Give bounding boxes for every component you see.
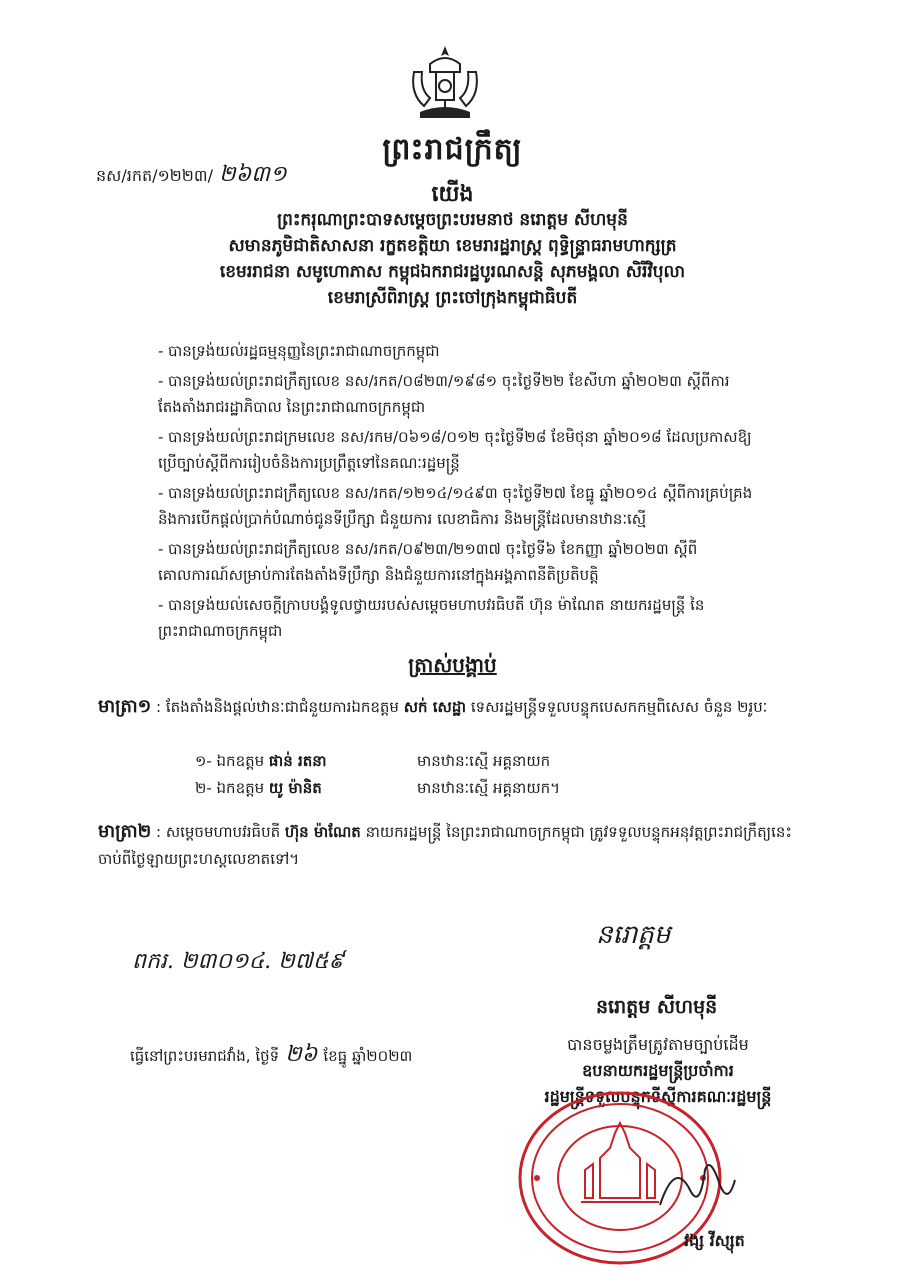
article-2-text-after: នាយករដ្ឋមន្ត្រី នៃព្រះរាជាណាចក្រកម្ពុជា ត្រូវទទួលបន្ទុកអនុវត្តព្រះរាជក្រឹត្យនេះ ចាប់ពីថ្ងៃឡាយព្រះហស្តលេខាតទៅ។ bbox=[98, 823, 792, 868]
consideration-item: - បានទ្រង់យល់ព្រះរាជក្រឹត្យលេខ នស/រកត/១២១៤/១៤៩៣ ចុះថ្ងៃទី២៧ ខែធ្នូ ឆ្នាំ២០១៤ ស្តីពីការគ្រប់គ្រងនិងការបើកផ្តល់ប្រាក់បំណាច់ជូនទីប្រឹក្សា ជំនួយការ លេខាធិការ និងមន្ត្រីដែលមានឋានៈស្មើ bbox=[158, 484, 753, 528]
place-date-line bbox=[130, 1040, 412, 1072]
member-row bbox=[195, 752, 560, 779]
article-1-label: មាត្រា១ bbox=[98, 696, 152, 717]
minister-signature-icon bbox=[650, 1150, 740, 1220]
article-1-name: សក់ សេដ្ឋា bbox=[403, 698, 467, 716]
article-1 bbox=[98, 693, 798, 721]
member-rank: មានឋានៈស្មើ អគ្គនាយក bbox=[417, 752, 551, 770]
king-name: នរោត្តម សីហមុនី bbox=[596, 996, 718, 1018]
king-title-line: ខេមរាស្រីពិរាស្ត្រ ព្រះចៅក្រុងកម្ពុជាធិបតី bbox=[327, 288, 578, 308]
attest-line: បានចម្លងត្រឹមត្រូវតាមច្បាប់ដើម bbox=[567, 1035, 749, 1054]
royal-coat-of-arms-icon bbox=[400, 42, 490, 122]
member-row bbox=[195, 779, 560, 806]
consideration-item: - បានទ្រង់យល់ព្រះរាជក្រឹត្យលេខ នស/រកត/០៨២៣/១៩៨១ ចុះថ្ងៃទី២២ ខែសីហា ឆ្នាំ២០២៣ ស្តីពីការតែងតាំងរាជរដ្ឋាភិបាល នៃព្រះរាជាណាចក្រកម្ពុជា bbox=[158, 372, 730, 416]
consideration-item: - បានទ្រង់យល់រដ្ឋធម្មនុញ្ញនៃព្រះរាជាណាចក្រកម្ពុជា bbox=[158, 342, 440, 360]
place-day: ២៦ bbox=[285, 1042, 318, 1067]
we-heading: យើង bbox=[431, 182, 474, 207]
king-title-line: ខេមររាជនា សមូហោភាស កម្ពុជឯករាជរដ្ឋបូរណសន្តិ សុភមង្គលា សិរីវិបុលា bbox=[219, 262, 686, 282]
consideration-item: - បានទ្រង់យល់សេចក្តីក្រាបបង្គំទូលថ្វាយរបស់សម្តេចមហាបវរធិបតី ហ៊ុន ម៉ាណែត នាយករដ្ឋមន្ត្រី នៃព្រះរាជាណាចក្រកម្ពុជា bbox=[158, 596, 705, 640]
article-2-text-before: : សម្តេចមហាបវរធិបតី bbox=[151, 823, 285, 841]
decree-number-handwritten: ២៦៣១ bbox=[218, 162, 287, 187]
article-2-name: ហ៊ុន ម៉ាណែត bbox=[284, 823, 361, 841]
article-1-text-after: ទេសរដ្ឋមន្ត្រីទទួលបន្ទុកបេសកកម្មពិសេស ចំនួន ២រូបៈ bbox=[466, 698, 768, 716]
king-title-line: ព្រះករុណាព្រះបាទសម្តេចព្រះបរមនាថ នរោត្តម សីហមុនី bbox=[277, 210, 628, 230]
article-2-label: មាត្រា២ bbox=[98, 821, 152, 842]
king-signature: នរោត្តម bbox=[596, 920, 671, 950]
article-2 bbox=[98, 818, 798, 873]
decision-heading: ត្រាស់បង្គាប់ bbox=[408, 653, 497, 677]
member-index: ២- ឯកឧត្តម bbox=[195, 779, 269, 797]
members-list bbox=[195, 752, 560, 806]
decree-title: ព្រះរាជក្រឹត្យ bbox=[382, 132, 523, 167]
consideration-item: - បានទ្រង់យល់ព្រះរាជក្រមលេខ នស/រកម/០៦១៨/០១២ ចុះថ្ងៃទី២៨ ខែមិថុនា ឆ្នាំ២០១៨ ដែលប្រកាសឱ្យប្រើច្បាប់ស្តីពីការរៀបចំនិងការប្រព្រឹត្តទៅនៃគណៈរដ្ឋមន្ត្រី bbox=[158, 428, 752, 472]
king-titles bbox=[0, 207, 905, 311]
place-month: ខែធ្នូ ឆ្នាំ២០២៣ bbox=[323, 1047, 413, 1065]
place-prefix: ធ្វើនៅព្រះបរមរាជវាំង, ថ្ងៃទី bbox=[130, 1047, 280, 1065]
member-name: ផាន់ រតនា bbox=[268, 752, 327, 770]
member-index: ១- ឯកឧត្តម bbox=[195, 752, 269, 770]
consideration-item: - បានទ្រង់យល់ព្រះរាជក្រឹត្យលេខ នស/រកត/០៩២៣/២១៣៧ ចុះថ្ងៃទី៦ ខែកញ្ញា ឆ្នាំ២០២៣ ស្តីពីគោលការណ៍សម្រាប់ការតែងតាំងទីប្រឹក្សា និងជំនួយការនៅក្នុងអង្គភាពនីតិប្រតិបត្តិ bbox=[158, 540, 698, 584]
attest-line: រដ្ឋមន្ត្រីទទួលបន្ទុកទីស្តីការគណៈរដ្ឋមន្ត្រី bbox=[544, 1087, 772, 1106]
member-name: យូ ម៉ានិត bbox=[268, 779, 322, 797]
handwritten-reference: ពករ. ២៣០១៤. ២៧៥៩ bbox=[132, 949, 344, 974]
member-rank: មានឋានៈស្មើ អគ្គនាយក។ bbox=[417, 779, 561, 797]
article-1-text-before: : តែងតាំងនិងផ្តល់ឋានៈជាជំនួយការឯកឧត្តម bbox=[151, 698, 404, 716]
decree-number-printed: នស/រកត/១២២៣/ bbox=[96, 166, 213, 185]
king-title-line: សមានភូមិជាតិសាសនា រក្ខតខត្តិយា ខេមរារដ្ឋរាស្ត្រ ពុទ្ធិន្ទ្រាធរាមហាក្សត្រ bbox=[228, 236, 677, 256]
considerations-list bbox=[158, 338, 758, 648]
attest-line: ឧបនាយករដ្ឋមន្ត្រីប្រចាំការ bbox=[582, 1061, 734, 1080]
minister-name: វង្ស វីស្សុត bbox=[684, 1231, 745, 1250]
